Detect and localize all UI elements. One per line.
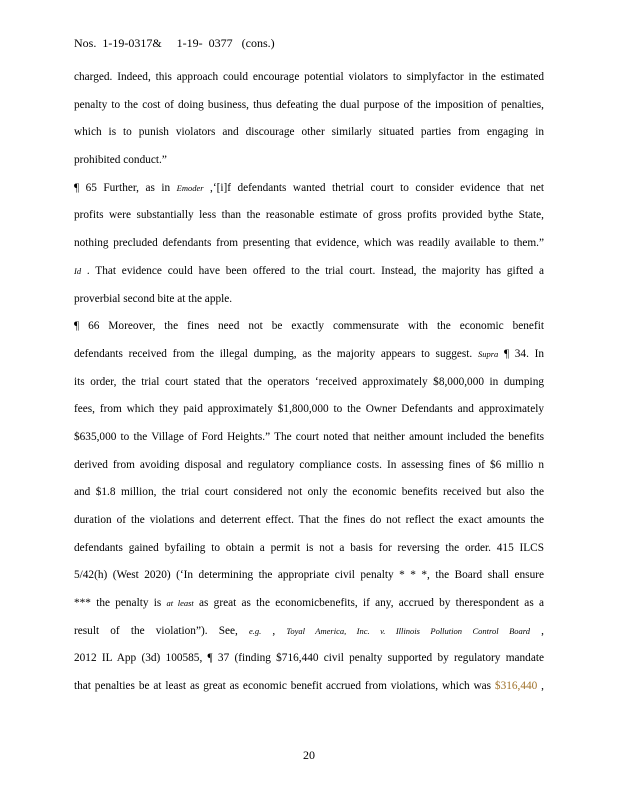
text-segment: $635,000 to the Village of Ford Heights.” The court noted that neither amount included the benefits bbox=[74, 430, 544, 443]
text-segment: defendants received from the illegal dumping, as the majority appears to suggest. bbox=[74, 347, 478, 360]
text-segment: at least bbox=[166, 598, 194, 609]
text-segment: penalty to the cost of doing business, thus defeating the dual purpose of the imposition of penalties, bbox=[74, 98, 544, 111]
text-segment: . That evidence could have been offered to the trial court. Instead, the majority has gifted a bbox=[81, 264, 544, 277]
text-line bbox=[74, 206, 544, 234]
text-segment: derived from avoiding disposal and regulatory compliance costs. In assessing fines of $6 millio n bbox=[74, 458, 544, 471]
text-segment: Emoder bbox=[176, 182, 204, 193]
text-segment: 5/42(h) (West 2020) (‘In determining the appropriate civil penalty * * *, the Board shall ensure bbox=[74, 569, 544, 582]
text-segment: ,‘[i]f defendants wanted thetrial court to consider evidence that net bbox=[203, 181, 544, 194]
text-segment: that penalties be at least as great as economic benefit accrued from violations, which was bbox=[74, 680, 495, 693]
text-segment: defendants gained byfailing to obtain a permit is not a basis for reversing the order. 415 ILCS bbox=[74, 541, 544, 554]
text-line bbox=[74, 677, 544, 705]
text-line bbox=[74, 373, 544, 401]
text-line bbox=[74, 345, 544, 373]
text-segment: Toyal America, Inc. v. Illinois Pollution Control Board bbox=[286, 625, 531, 636]
text-line bbox=[74, 456, 544, 484]
opinion-body bbox=[74, 68, 544, 705]
text-line bbox=[74, 539, 544, 567]
text-line bbox=[74, 622, 544, 650]
text-line bbox=[74, 179, 544, 207]
text-line bbox=[74, 96, 544, 124]
text-segment: as great as the economicbenefits, if any, accrued by therespondent as a bbox=[193, 597, 544, 610]
text-line bbox=[74, 68, 544, 96]
text-line bbox=[74, 123, 544, 151]
text-line bbox=[74, 566, 544, 594]
text-line bbox=[74, 400, 544, 428]
text-segment: e.g. bbox=[249, 625, 262, 636]
text-line bbox=[74, 483, 544, 511]
text-segment: profits were substantially less than the reasonable estimate of gross profits provided bythe State, bbox=[74, 209, 544, 222]
page-number: 20 bbox=[303, 748, 315, 762]
text-segment: 2012 IL App (3d) 100585, ¶ 37 (finding $716,440 civil penalty supported by regulatory mandate bbox=[74, 652, 544, 665]
text-segment: Id bbox=[74, 265, 82, 276]
text-segment: proverbial second bite at the apple. bbox=[74, 292, 233, 305]
text-segment: duration of the violations and deterrent effect. That the fines do not reflect the exact amounts the bbox=[74, 514, 544, 526]
text-segment: nothing precluded defendants from presenting that evidence, which was readily available to them.” bbox=[74, 237, 544, 250]
text-segment: ¶ 66 Moreover, the fines need not be exactly commensurate with the economic benefit bbox=[74, 320, 544, 333]
text-segment: result of the violation”). See, bbox=[74, 624, 249, 637]
text-segment: and $1.8 million, the trial court considered not only the economic benefits received but also the bbox=[74, 486, 544, 499]
text-segment: , bbox=[530, 624, 544, 637]
text-segment: fees, from which they paid approximately $1,800,000 to the Owner Defendants and approximately bbox=[74, 403, 544, 416]
text-segment: ¶ 65 Further, as in bbox=[74, 181, 177, 194]
text-segment: which is to punish violators and discourage other similarly situated parties from engaging in bbox=[74, 126, 544, 139]
text-segment: charged. Indeed, this approach could encourage potential violators to simplyfactor in the estimated bbox=[74, 71, 544, 83]
text-segment: , bbox=[537, 680, 544, 693]
text-line bbox=[74, 428, 544, 456]
text-line bbox=[74, 317, 544, 345]
text-line bbox=[74, 262, 544, 290]
text-line bbox=[74, 234, 544, 262]
text-segment: its order, the trial court stated that the operators ‘received approximately $8,000,000 in dumping bbox=[74, 375, 544, 388]
text-line bbox=[74, 511, 544, 539]
text-segment: , bbox=[261, 624, 287, 637]
text-line bbox=[74, 290, 544, 318]
page-header: Nos. 1-19-0317& 1-19- 0377 (cons.) bbox=[74, 36, 275, 50]
text-segment: *** the penalty is bbox=[74, 597, 167, 610]
text-segment: Supra bbox=[477, 348, 499, 359]
text-line bbox=[74, 151, 544, 179]
text-segment: ¶ 34. In bbox=[498, 347, 544, 360]
text-segment: $316,440 bbox=[494, 680, 538, 693]
text-line bbox=[74, 594, 544, 622]
text-line bbox=[74, 649, 544, 677]
text-segment: prohibited conduct.” bbox=[74, 154, 167, 167]
